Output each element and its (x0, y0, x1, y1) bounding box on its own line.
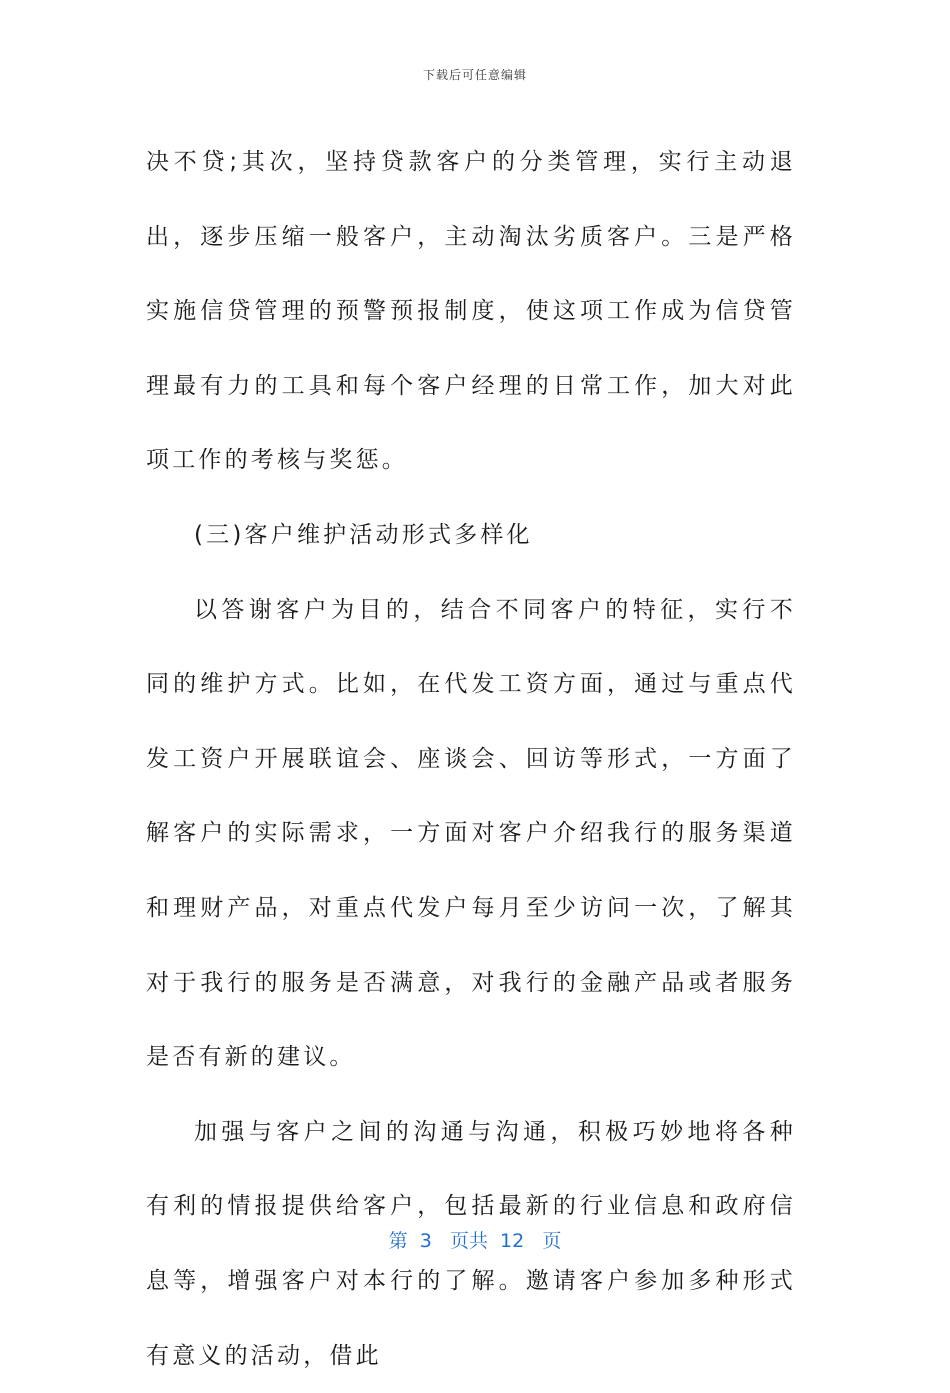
footer-suffix: 页 (542, 1230, 562, 1252)
paragraph-customer-maintenance: 以答谢客户为目的，结合不同客户的特征，实行不同的维护方式。比如，在代发工资方面，通过与重点代发工资户开展联谊会、座谈会、回访等形式，一方面了解客户的实际需求，一方面对客户介绍我行的服务渠道和理财产品，对重点代发户每月至少访问一次，了解其对于我行的服务是否满意，对我行的金融产品或者服务是否有新的建议。 (146, 596, 796, 1071)
footer-middle: 页共 (449, 1230, 488, 1252)
footer-prefix: 第 (388, 1230, 408, 1252)
footer-total-pages: 12 (500, 1230, 525, 1252)
paragraph-communication: 加强与客户之间的沟通与沟通，积极巧妙地将各种有利的情报提供给客户，包括最新的行业信息和政府信息等，增强客户对本行的了解。邀请客户参加多种形式有意义的活动，借此 (146, 1118, 796, 1369)
section-heading: (三)客户维护活动形式多样化 (194, 521, 533, 548)
page-header: 下载后可任意编辑 (422, 68, 527, 82)
page-footer (0, 1226, 950, 1253)
footer-current-page: 3 (419, 1230, 432, 1252)
paragraph-continuation: 决不贷;其次，坚持贷款客户的分类管理，实行主动退出，逐步压缩一般客户，主动淘汰劣质客户。三是严格实施信贷管理的预警预报制度，使这项工作成为信贷管理最有力的工具和每个客户经理的日常工作，加大对此项工作的考核与奖惩。 (146, 149, 796, 474)
document-body (146, 125, 796, 1393)
